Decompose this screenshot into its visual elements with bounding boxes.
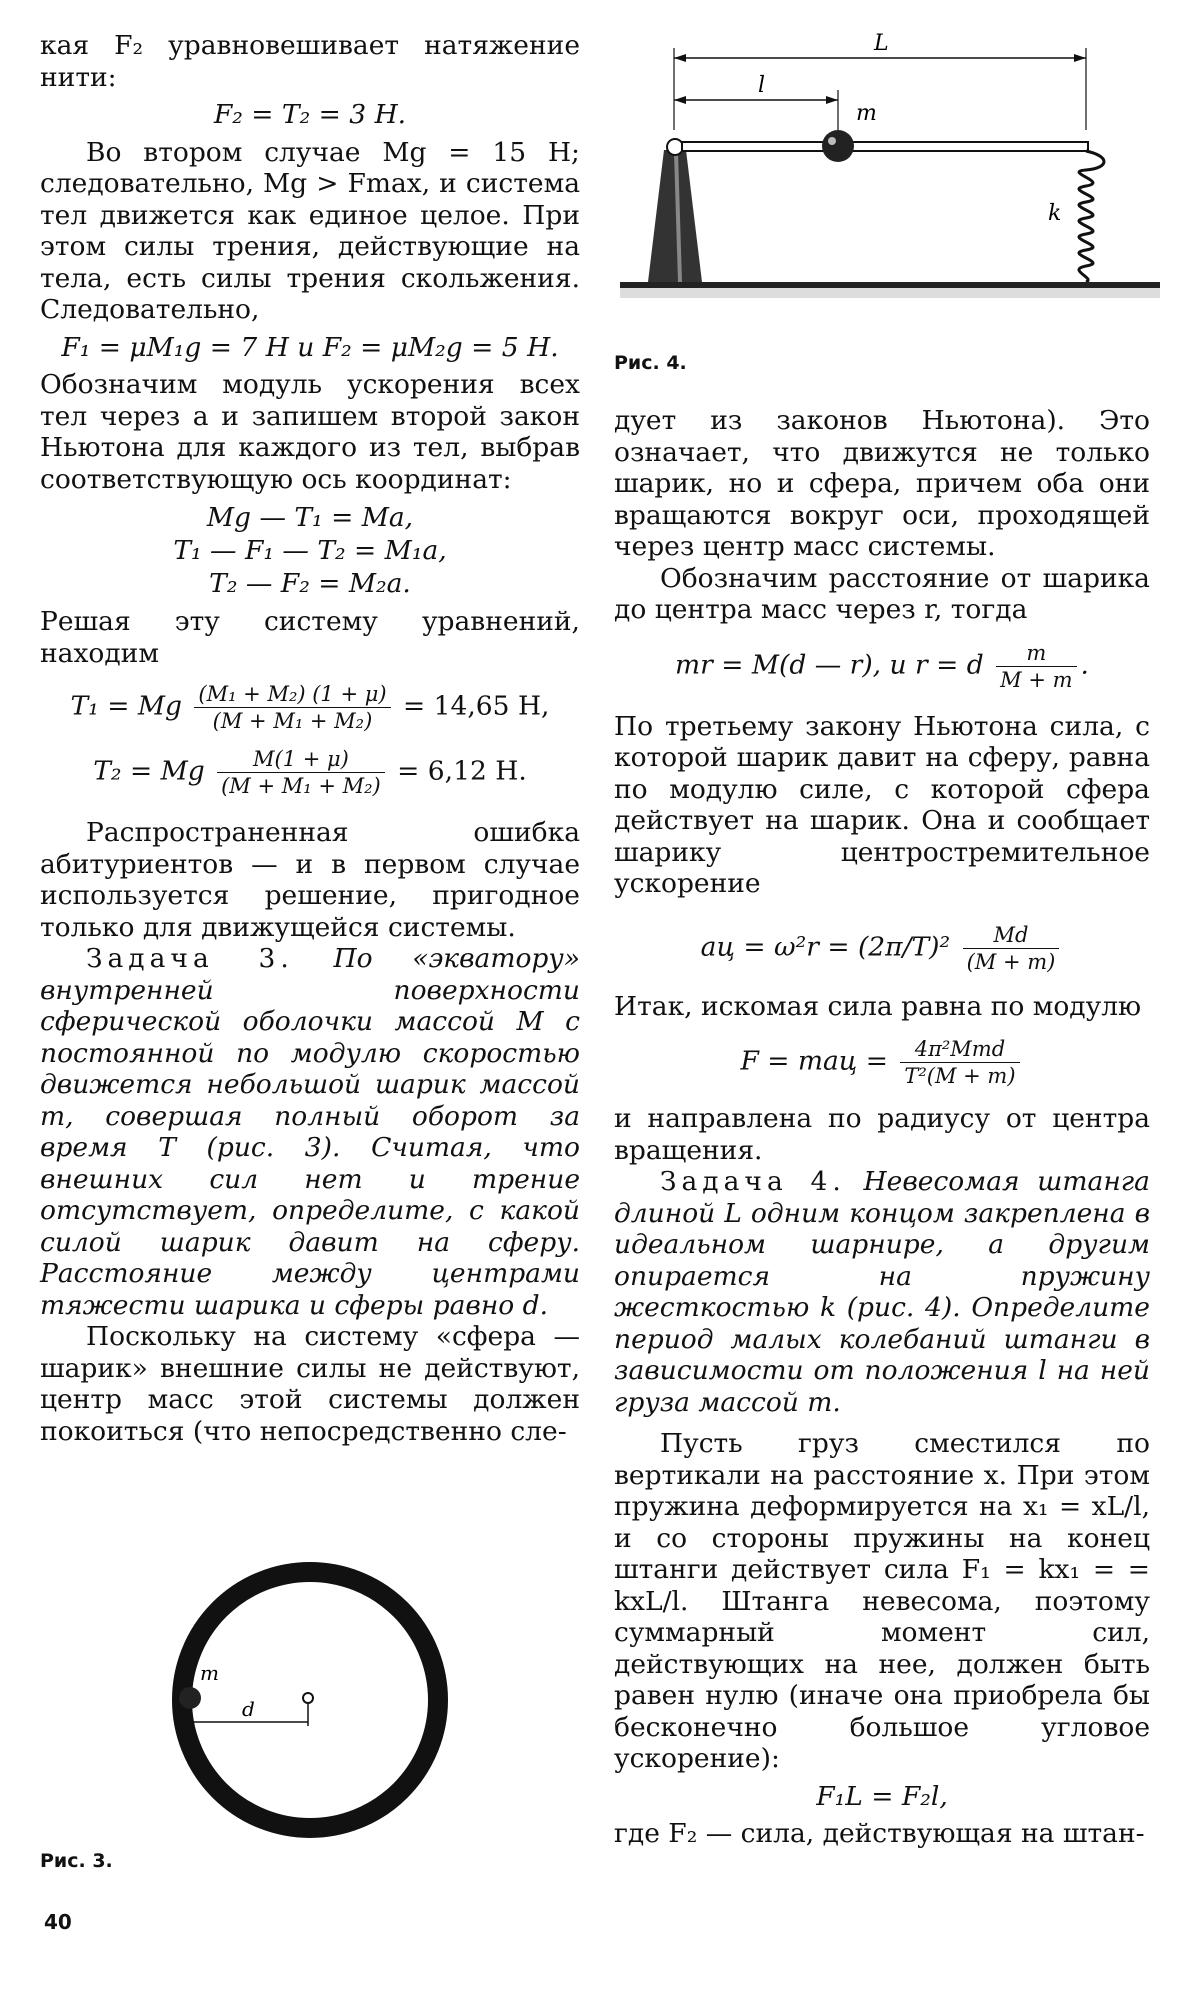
equation: T₂ — F₂ = M₂a. (209, 568, 411, 599)
paragraph: Поскольку на систему «сфера — шарик» внешние силы не действуют, центр масс этой системы должен покоиться (что непосредственно сле- (40, 1321, 580, 1447)
task-3 (40, 943, 580, 1321)
paragraph: Пусть груз сместился по вертикали на расстояние x. При этом пружина деформируется на x₁ = xL/l, и со стороны пружины на конец штанги действует сила F₁ = kx₁ = = kxL/l. Штанга невесома, поэтому суммарный момент сил, действующих на нее, должен быть равен нулю (иначе она приобрела бы бесконечно большое угловое ускорение): (614, 1428, 1150, 1774)
equation-r: mr = M(d — r), и r = d $\frac{m}{M + m}$ . (675, 640, 1089, 692)
paragraph: Распространенная ошибка абитуриентов — и в первом случае используется решение, пригодное только для движущейся системы. (40, 817, 580, 943)
task-label: Задача 4. (660, 1166, 846, 1197)
numerator: (M₁ + M₂) (1 + μ) (194, 681, 390, 708)
sphere-center (303, 1693, 313, 1703)
figure-3-caption: Рис. 3. (40, 1850, 113, 1872)
ground (620, 282, 1160, 288)
equation-rhs: = 6,12 Н. (397, 755, 527, 787)
denominator: (M + m) (966, 949, 1056, 974)
paragraph: и направлена по радиусу от центра вращения. (614, 1103, 1150, 1166)
numerator: 4π²Mmd (900, 1036, 1019, 1063)
numerator: m (996, 640, 1076, 667)
paragraph: где F₂ — сила, действующая на штан- (614, 1818, 1145, 1849)
label-m: m (200, 1661, 219, 1685)
fraction (194, 681, 390, 734)
fraction (217, 746, 385, 799)
ball (179, 1687, 201, 1709)
denominator: T²(M + m) (904, 1064, 1016, 1088)
label-d: d (242, 1697, 255, 1721)
task-4 (614, 1166, 1150, 1418)
dim-l-arrow-left (674, 96, 686, 104)
paragraph: дует из законов Ньютона). Это означает, что движутся не только шарик, но и сфера, причем оба они вращаются вокруг оси, проходящей через центр масс системы. (614, 405, 1150, 562)
page-number: 40 (44, 1910, 72, 1934)
weight-ball (822, 130, 854, 162)
paragraph: кая F₂ уравновешивает натяжение нити: (40, 30, 580, 93)
figure-4-caption: Рис. 4. (614, 352, 687, 374)
label-k: k (1048, 201, 1062, 226)
paragraph: Итак, искомая сила равна по модулю (614, 990, 1142, 1022)
weight-highlight (828, 137, 836, 145)
paragraph: Во втором случае Mg = 15 Н; следовательно, Mg > Fmax, и система тел движется как единое целое. При этом силы трения, действующие на тела, есть силы трения скольжения. Следовательно, (40, 136, 580, 325)
paragraph: Обозначим модуль ускорения всех тел через a и запишем второй закон Ньютона для каждого из тел, выбрав соответствующую ось координат: (40, 369, 580, 495)
equation-rhs: = 14,65 Н, (403, 690, 550, 722)
task-label: Задача 3. (86, 943, 294, 974)
denominator: (M + M₁ + M₂) (221, 774, 381, 798)
dim-L-arrow-right (1074, 54, 1086, 62)
equation-f (614, 1036, 1150, 1089)
equation-lhs: T₂ = Mg (93, 755, 205, 787)
equation-system (40, 501, 580, 600)
task-text: Невесомая штанга длиной L одним концом закреплена в идеальном шарнире, а другим опирается на пружину жесткостью k (рис. 4). Определите период малых колебаний штанги в зависимости от положения l на ней груза массой m. (614, 1166, 1150, 1418)
numerator: Md (963, 922, 1060, 949)
dim-l-arrow-right (826, 96, 838, 104)
spring (1079, 151, 1104, 282)
hinge (667, 139, 683, 155)
left-column (40, 30, 580, 1447)
figure-3-sphere (150, 1540, 470, 1860)
figure-4-rod-spring (610, 20, 1170, 320)
denominator: (M + M₁ + M₂) (212, 709, 373, 733)
equation-t2 (40, 746, 580, 799)
numerator: M(1 + μ) (217, 746, 385, 773)
equation: Mg — T₁ = Ma, (206, 502, 414, 533)
equation: F₁L = F₂l, (816, 1780, 948, 1812)
equation: T₁ — F₁ — T₂ = M₁a, (173, 535, 447, 566)
right-column (614, 405, 1150, 1850)
equation: F₂ = T₂ = 3 Н. (213, 99, 407, 130)
dim-L-arrow-left (674, 54, 686, 62)
denominator: M + m (1000, 667, 1073, 692)
equation-lhs: aц = ω²r = (2π/T)² (700, 931, 951, 962)
equation-lhs: F = maц = (740, 1045, 888, 1077)
label-L: L (874, 31, 889, 56)
paragraph: По третьему закону Ньютона сила, с которой шарик давит на сферу, равна по модулю силе, с которой сфера действует на шарик. Она и сообщает шарику центростремительное ускорение (614, 710, 1150, 899)
equation-t1 (40, 681, 580, 734)
equation-a (614, 922, 1150, 975)
equation-lhs: mr = M(d — r), и r = d (675, 649, 984, 680)
label-m: m (856, 101, 877, 126)
fraction (900, 1036, 1019, 1089)
rod (682, 142, 1088, 151)
paragraph: Решая эту систему уравнений, находим (40, 606, 580, 669)
paragraph: Обозначим расстояние от шарика до центра масс через r, тогда (614, 562, 1150, 625)
equation-lhs: T₁ = Mg (70, 690, 182, 722)
fraction (963, 922, 1060, 975)
task-text: По «экватору» внутренней поверхности сферической оболочки массой M с постоянной по модулю скоростью движется небольшой шарик массой m, совершая полный оборот за время T (рис. 3). Считая, что внешних сил нет и трение отсутствует, определите, с какой силой шарик давит на сферу. Расстояние между центрами тяжести шарика и сферы равно d. (40, 943, 580, 1321)
label-l: l (758, 73, 766, 98)
ground-shadow (620, 288, 1160, 298)
fraction (996, 640, 1076, 693)
equation: F₁ = μM₁g = 7 Н и F₂ = μM₂g = 5 Н. (61, 331, 559, 363)
